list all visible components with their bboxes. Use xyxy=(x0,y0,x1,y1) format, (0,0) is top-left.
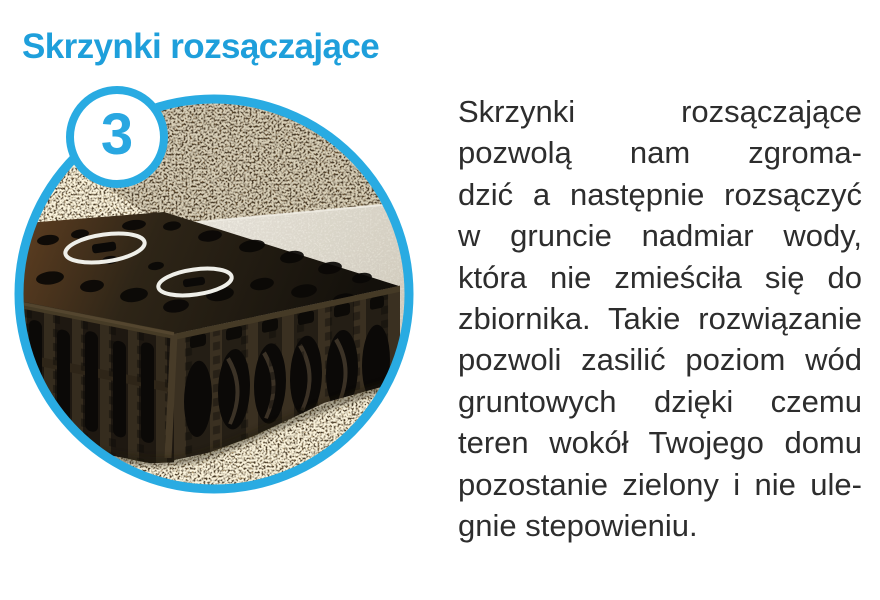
text-line: zbiornika. Takie rozwiązanie xyxy=(458,301,862,337)
step-number-badge xyxy=(66,86,168,188)
text-line: pozwoli zasilić poziom wód xyxy=(458,342,862,378)
body-paragraph xyxy=(458,91,862,546)
text-line: pozwolą nam zgroma- xyxy=(458,135,862,171)
page-title: Skrzynki rozsączające xyxy=(22,27,380,67)
step-number: 3 xyxy=(100,102,134,167)
text-line: gnie stepowieniu. xyxy=(458,508,698,544)
text-line: teren wokół Twojego domu xyxy=(458,425,862,461)
text-line: Skrzynki rozsączające xyxy=(458,94,862,129)
text-line: gruntowych dzięki czemu xyxy=(458,383,862,419)
text-line: która nie zmieściła się do xyxy=(458,259,862,295)
text-line: dzić a następnie rozsączyć xyxy=(458,176,862,212)
text-line: w gruncie nadmiar wody, xyxy=(458,218,862,254)
text-line: pozostanie zielony i nie ule- xyxy=(458,466,862,502)
